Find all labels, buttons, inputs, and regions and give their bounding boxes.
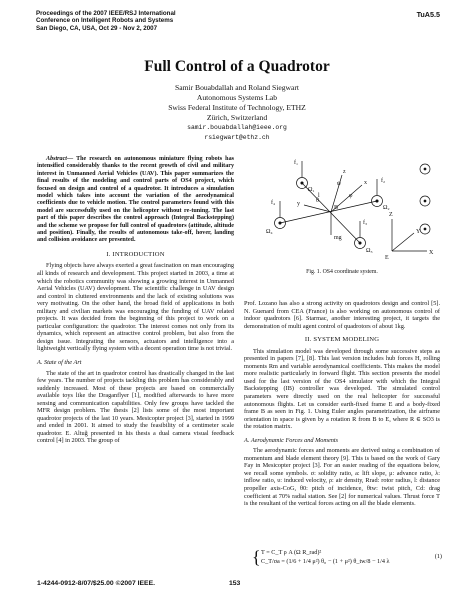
footer-page-number: 153	[229, 580, 241, 587]
section-heading-introduction: I. INTRODUCTION	[106, 250, 165, 258]
left-column	[37, 156, 234, 445]
right-column	[244, 300, 440, 508]
label-body-x: x	[364, 180, 367, 186]
label-omega3: Ω₃	[366, 248, 373, 254]
label-earth-x: X	[429, 250, 434, 256]
label-psi: ψ	[337, 181, 341, 187]
author-lab: Autonomous Systems Lab	[196, 93, 278, 102]
side-rotor-bot	[420, 224, 430, 234]
label-earth-y: Y	[416, 229, 421, 235]
conference-header	[36, 10, 436, 32]
label-body-z: z	[343, 169, 346, 175]
right-paragraph-1: Prof. Lozano has also a strong activity on quadrotors design and control [5]. N. Guenard from CEA (France) is also working on autonomous control of indoor quadrotors [6]. Starmac, another interesting project, it targets the demonstration of multi agent control of quadrotors of about 1kg.	[244, 300, 440, 330]
label-f1: f₁	[294, 160, 299, 166]
state-of-art-paragraph: The state of the art in quadrotor control has drastically changed in the last few years. The number of projects tackling this problem has considerably and suddenly increased. Most of these projects are based on commercially available toys like the Draganflyer [1], modified afterwards to have more sensing and communication capabilities. Only few groups have tackled the MFR design problem. The thesis [2] lists some of the most important quadrotor projects of the last 10 years. Mesicopter project [3], started in 1999 and ended in 2001. It aimed to study the feasibility of a centimeter scale quadrotor. E. Altuğ presented in his thesis a dual camera visual feedback control [4] in 2003. The group of	[37, 369, 234, 445]
author-email-1[interactable]: samir.bouabdallah@ieee.org	[187, 124, 287, 131]
subsection-heading-aerodynamics: A. Aerodynamic Forces and Moments	[244, 436, 339, 444]
label-theta: θ	[316, 198, 319, 204]
subsection-heading-state-of-art: A. State of the Art	[37, 358, 82, 366]
intro-paragraph: Flying objects have always exerted a great fascination on man encouraging all kinds of research and development. This project started in 2003, a time at which the robotics community was showing a growing interest in Unmanned Aerial Vehicles (UAV) development. The scientific challenge in UAV design and control in cluttered environments and the lack of existing solutions was very motivating. On the other hand, the broad field of applications in both military and civilian markets was encouraging the funding of UAV related projects. It was decided from the beginning of this project to work on a particular configuration: the quadrotor. The interest comes not only from its dynamics, which represent an attractive control problem, but also from the design issue. Integrating the sensors, actuators and intelligence into a lightweight vertically flying system with a decent operation time is not trivial.	[37, 262, 234, 353]
label-f2: f₂	[381, 178, 386, 184]
author-block	[0, 83, 474, 142]
earth-axis-y	[392, 233, 414, 251]
label-frame-e: E	[385, 255, 389, 261]
equation-line-2: C_T/σa = (1/6 + 1/4 μ²) θ₀ − (1 + μ²) θ_tw/8 − 1/4 λ	[261, 557, 390, 565]
paper-title: Full Control of a Quadrotor	[144, 58, 330, 75]
label-f4: f₄	[271, 200, 276, 206]
figure-caption: Fig. 1. OS4 coordinate system.	[306, 269, 378, 275]
label-arm-l: l	[318, 193, 320, 199]
abstract	[37, 156, 234, 245]
os4-diagram	[242, 155, 442, 265]
label-omega4: Ω₄	[266, 229, 273, 235]
author-institute: Swiss Federal Institute of Technology, ETHZ	[168, 103, 306, 112]
equation-line-1: T = C_T ρ A (Ω R_rad)²	[261, 549, 322, 556]
label-body-y: y	[297, 201, 300, 207]
author-email-2[interactable]: rsiegwart@ethz.ch	[204, 133, 270, 141]
footer-isbn: 1-4244-0912-8/07/$25.00 ©2007 IEEE.	[37, 580, 155, 587]
figure-coordinate-system	[242, 155, 442, 265]
author-city: Zürich, Switzerland	[206, 113, 268, 122]
side-rotor-top	[420, 164, 430, 174]
label-phi: φ	[349, 193, 353, 199]
aerodynamics-paragraph: The aerodynamic forces and moments are derived using a combination of momentum and blade element theory [9]. This is based on the work of Gary Fay in Mesicopter project [3]. For an easier reading of the equations below, we recall some symbols. σ: solidity ratio, a: lift slope, μ: advance ratio, λ: inflow ratio, υ: induced velocity, ρ: air density, Rrad: rotor radius, l: distance propeller axis-CoG, θ0: pitch of incidence, θtw: twist pitch, Cd: drag coefficient at 70% radial station. See [2] for numerical values. Thrust force T is the resultant of the vertical forces acting on all the blade elements.	[244, 447, 440, 508]
equation-brace: {	[252, 547, 261, 567]
abstract-label: Abstract	[46, 156, 67, 162]
equation-number: (1)	[434, 553, 442, 560]
label-earth-z: Z	[389, 212, 393, 218]
section-heading-system-modeling: II. SYSTEM MODELING	[304, 336, 380, 344]
author-names: Samir Bouabdallah and Roland Siegwart	[174, 83, 299, 92]
label-mg: mg	[334, 235, 342, 241]
side-rotor-mid	[420, 196, 430, 206]
label-frame-b: B	[334, 205, 339, 211]
abstract-text: — The research on autonomous miniature flying robots has intensified considerably thanks to the recent growth of civil and military interest in Unmanned Aerial Vehicles (UAV). This paper summarizes the final results of the modeling and control parts of OS4 project, which focused on design and control of a quadrotor. It introduces a simulation model which takes into account the variation of the aerodynamical coefficients due to vehicle motion. The control parameters found with this model are successfully used on the helicopter without re-tuning. The last part of this paper describes the control approach (Integral Backstepping) and the scheme we propose for full control of quadrotors (attitude, altitude and position). Finally, the results of autonomous take-off, hover, landing and collision avoidance are presented.	[37, 156, 234, 244]
label-omega2: Ω₂	[383, 205, 390, 211]
header-line-3: San Diego, CA, USA, Oct 29 - Nov 2, 2007	[36, 24, 158, 32]
label-f3: f₃	[363, 220, 368, 226]
system-modeling-paragraph: This simulation model was developed through some successive steps as presented in papers [7], [8]. This last version includes hub forces H, rolling moments Rm and variable aerodynamical coefficients. This makes the model more realistic particularly in forward flight. This section presents the model used for the last version of the OS4 simulator with which the Integral Backstepping (IB) controller was developed. The simulated control parameters were directly used on the real helicopter for successful autonomous flights. Let us consider earth-fixed frame E and a body-fixed frame B as seen in Fig. 1. Using Euler angles parametrization, the airframe orientation in space is given by a rotation R from B to E, where R ∈ SO3 is the rotation matrix.	[244, 347, 440, 431]
session-tag: TuA5.5	[416, 10, 440, 19]
header-line-2: Conference on Intelligent Robots and Systems	[36, 17, 174, 25]
header-line-1: Proceedings of the 2007 IEEE/RSJ International	[36, 10, 176, 17]
label-omega1: Ω₁	[308, 187, 315, 193]
